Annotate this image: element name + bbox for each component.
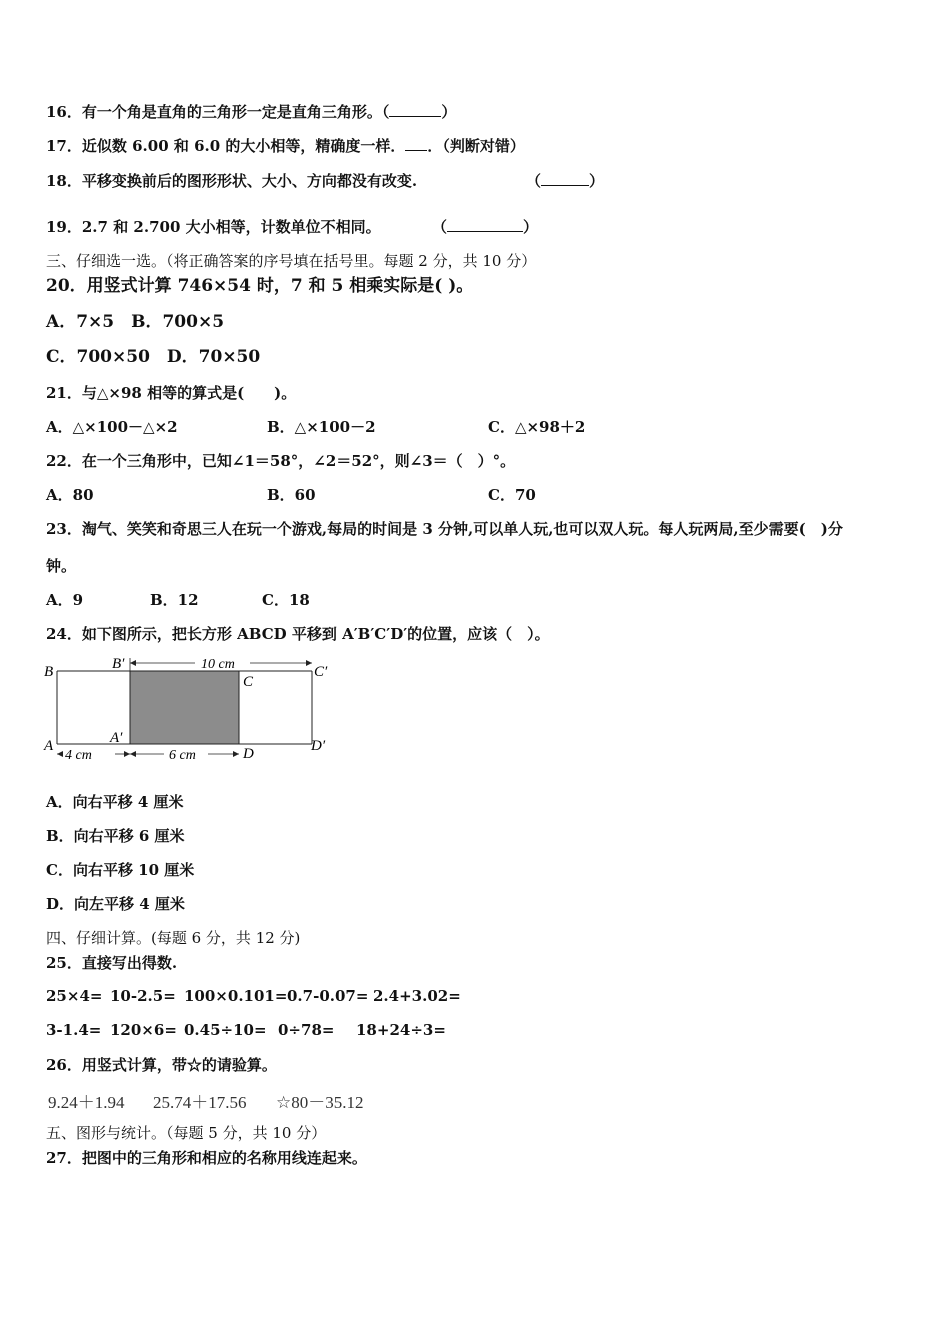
section-5-heading: 五、图形与统计。（每题 5 分，共 10 分） xyxy=(46,1124,327,1142)
vertex-a: A xyxy=(44,738,54,754)
question-24-option-c: C．向右平移 10 厘米 xyxy=(46,861,195,879)
question-27: 27．把图中的三角形和相应的名称用线连起来。 xyxy=(46,1149,367,1167)
question-22: 22．在一个三角形中，已知∠1＝58°，∠2＝52°，则∠3＝（ ）°。 xyxy=(46,452,516,470)
question-19: 19．2.7 和 2.700 大小相等，计数单位不相同。 xyxy=(46,218,381,236)
question-20-options-2: C．700×50 D．70×50 xyxy=(46,347,261,367)
vertex-b: B xyxy=(44,664,54,680)
question-21-option-b: B．△×100－2 xyxy=(267,418,376,436)
calc-item: 18+24÷3= xyxy=(356,1021,446,1039)
question-18: 18．平移变换前后的图形形状、大小、方向都没有改变. xyxy=(46,172,418,190)
vertex-d-prime: D′ xyxy=(311,738,326,754)
calc-item: 10-2.5= xyxy=(110,987,176,1005)
question-23-option-a: A．9 xyxy=(46,591,84,609)
question-22-option-c: C．70 xyxy=(488,486,536,504)
vertical-calc-expression: ☆80－35.12 xyxy=(276,1093,364,1112)
question-23-continued: 钟。 xyxy=(46,557,77,575)
calc-item: 120×6= xyxy=(110,1021,177,1039)
vertex-c-prime: C′ xyxy=(314,664,328,680)
question-23: 23．淘气、笑笑和奇思三人在玩一个游戏,每局的时间是 3 分钟,可以单人玩,也可以双人玩。每人玩两局,至少需要( )分 xyxy=(46,520,843,538)
question-21-option-a: A．△×100－△×2 xyxy=(46,418,178,436)
question-22-option-b: B．60 xyxy=(267,486,316,504)
vertex-c: C xyxy=(243,674,254,690)
answer-blank[interactable] xyxy=(389,102,441,117)
vertical-calc-expression: 25.74＋17.56 xyxy=(153,1093,247,1112)
top-length-label: 10 cm xyxy=(201,657,235,672)
question-23-option-c: C．18 xyxy=(262,591,310,609)
rectangle-translation-figure xyxy=(40,650,340,768)
question-23-option-b: B．12 xyxy=(150,591,199,609)
question-21-option-c: C．△×98＋2 xyxy=(488,418,586,436)
section-4-heading: 四、仔细计算。(每题 6 分，共 12 分) xyxy=(46,929,301,947)
vertex-b-prime: B′ xyxy=(112,656,125,672)
question-16: 16．有一个角是直角的三角形一定是直角三角形。（ ） xyxy=(46,103,457,121)
calc-item: 3-1.4= xyxy=(46,1021,102,1039)
vertex-d: D xyxy=(243,746,254,762)
shaded-rectangle xyxy=(130,671,239,744)
question-26: 26．用竖式计算，带☆的请验算。 xyxy=(46,1056,277,1074)
calc-item: 0.45÷10= xyxy=(184,1021,267,1039)
mid-length-label: 6 cm xyxy=(169,748,196,763)
question-24-option-b: B．向右平移 6 厘米 xyxy=(46,827,185,845)
question-24: 24．如下图所示，把长方形 ABCD 平移到 A′B′C′D′的位置，应该（ ）。 xyxy=(46,625,550,643)
question-24-option-a: A．向右平移 4 厘米 xyxy=(46,793,184,811)
answer-blank[interactable] xyxy=(447,217,523,232)
vertex-a-prime: A′ xyxy=(110,730,123,746)
answer-blank[interactable] xyxy=(405,136,427,151)
question-24-option-d: D．向左平移 4 厘米 xyxy=(46,895,185,913)
calc-item: 2.4+3.02= xyxy=(373,987,461,1005)
question-25: 25．直接写出得数. xyxy=(46,954,178,972)
question-22-option-a: A．80 xyxy=(46,486,94,504)
question-19-answer: （ ） xyxy=(432,218,539,236)
question-18-answer: （ ） xyxy=(526,172,605,190)
calc-item: 25×4= xyxy=(46,987,103,1005)
section-3-heading: 三、仔细选一选。（将正确答案的序号填在括号里。每题 2 分，共 10 分） xyxy=(46,252,537,270)
question-20-options-1: A．7×5 B．700×5 xyxy=(46,312,225,332)
question-21: 21．与△×98 相等的算式是( )。 xyxy=(46,384,297,402)
left-length-label: 4 cm xyxy=(65,748,92,763)
calc-item: 0.7-0.07= xyxy=(287,987,369,1005)
question-20: 20．用竖式计算 746×54 时，7 和 5 相乘实际是( )。 xyxy=(46,276,474,296)
vertical-calc-expression: 9.24＋1.94 xyxy=(48,1093,125,1112)
question-17: 17．近似数 6.00 和 6.0 的大小相等，精确度一样． ．（判断对错） xyxy=(46,137,525,155)
calc-item: 0÷78= xyxy=(278,1021,335,1039)
answer-blank[interactable] xyxy=(541,171,589,186)
calc-item: 100×0.101= xyxy=(184,987,288,1005)
